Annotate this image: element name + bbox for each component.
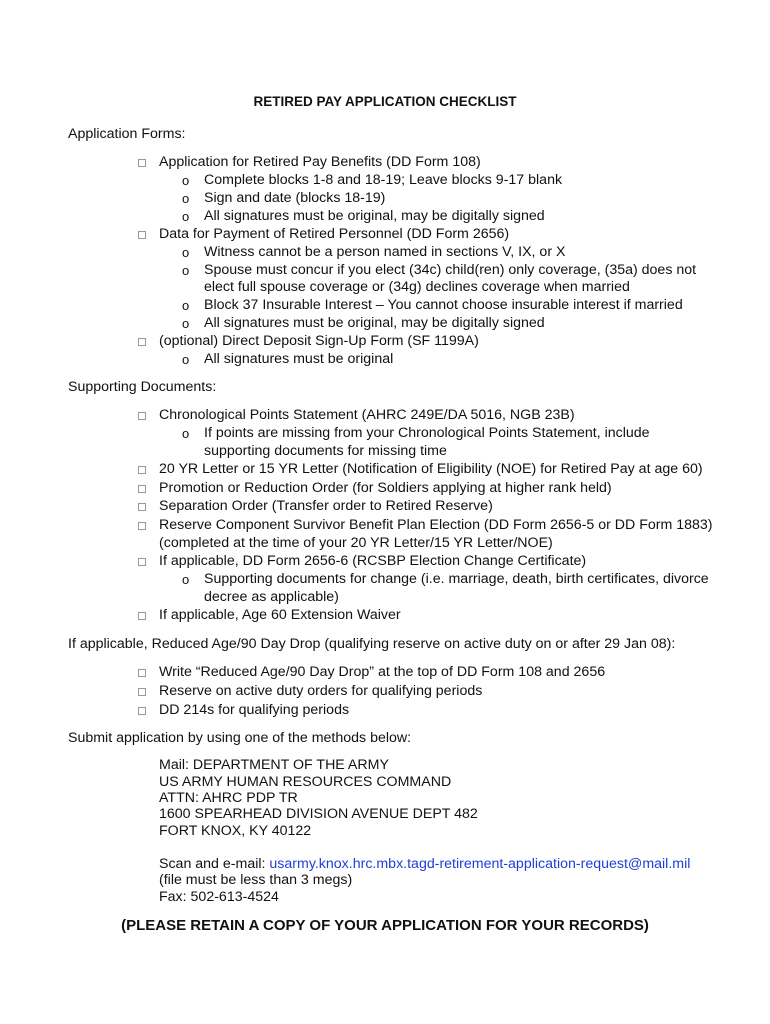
sub-item: All signatures must be original xyxy=(204,351,394,367)
checkbox-icon[interactable] xyxy=(138,338,146,346)
sub-item-continued: supporting documents for missing time xyxy=(204,443,447,459)
checklist-item: 20 YR Letter or 15 YR Letter (Notification of Eligibility (NOE) for Retired Pay at age 60) xyxy=(159,461,703,477)
sub-item: All signatures must be original, may be digitally signed xyxy=(204,208,545,224)
circle-bullet-icon: o xyxy=(182,245,190,260)
checkbox-icon[interactable] xyxy=(138,466,146,474)
checkbox-icon[interactable] xyxy=(138,159,146,167)
checkbox-icon[interactable] xyxy=(138,412,146,420)
checklist-item: Chronological Points Statement (AHRC 249E/DA 5016, NGB 23B) xyxy=(159,407,575,423)
scan-email-label: Scan and e-mail: xyxy=(159,856,270,872)
checkbox-icon[interactable] xyxy=(138,612,146,620)
checkbox-icon[interactable] xyxy=(138,503,146,511)
page-title: RETIRED PAY APPLICATION CHECKLIST xyxy=(253,94,517,109)
circle-bullet-icon: o xyxy=(182,316,190,331)
checkbox-icon[interactable] xyxy=(138,522,146,530)
checkbox-icon[interactable] xyxy=(138,669,146,677)
section-heading-supporting-documents: Supporting Documents: xyxy=(68,379,217,395)
checklist-item: DD 214s for qualifying periods xyxy=(159,702,350,718)
checklist-item: Write “Reduced Age/90 Day Drop” at the top of DD Form 108 and 2656 xyxy=(159,664,606,680)
checklist-item: Data for Payment of Retired Personnel (DD Form 2656) xyxy=(159,226,510,242)
sub-item: Complete blocks 1-8 and 18-19; Leave blocks 9-17 blank xyxy=(204,172,563,188)
checkbox-icon[interactable] xyxy=(138,231,146,239)
checkbox-icon[interactable] xyxy=(138,558,146,566)
sub-item: Block 37 Insurable Interest – You cannot choose insurable interest if married xyxy=(204,297,683,313)
section-heading-reduced-age: If applicable, Reduced Age/90 Day Drop (qualifying reserve on active duty on or after 29 Jan 08): xyxy=(68,636,676,652)
sub-item: Supporting documents for change (i.e. marriage, death, birth certificates, divorce xyxy=(204,571,709,587)
circle-bullet-icon: o xyxy=(182,209,190,224)
sub-item: Spouse must concur if you elect (34c) child(ren) only coverage, (35a) does not xyxy=(204,262,697,278)
circle-bullet-icon: o xyxy=(182,298,190,313)
sub-item-continued: decree as applicable) xyxy=(204,589,339,605)
sub-item: If points are missing from your Chronological Points Statement, include xyxy=(204,425,650,441)
checkbox-icon[interactable] xyxy=(138,688,146,696)
circle-bullet-icon: o xyxy=(182,572,190,587)
sub-item-continued: elect full spouse coverage or (34g) declines coverage when married xyxy=(204,279,630,295)
mail-address-line: 1600 SPEARHEAD DIVISION AVENUE DEPT 482 xyxy=(159,806,478,822)
checklist-item: Reserve Component Survivor Benefit Plan Election (DD Form 2656-5 or DD Form 1883) xyxy=(159,517,713,533)
circle-bullet-icon: o xyxy=(182,191,190,206)
file-size-note: (file must be less than 3 megs) xyxy=(159,872,353,888)
scan-email-line xyxy=(159,856,690,873)
sub-item: Witness cannot be a person named in sections V, IX, or X xyxy=(204,244,566,260)
circle-bullet-icon: o xyxy=(182,173,190,188)
checklist-item-continued: (completed at the time of your 20 YR Letter/15 YR Letter/NOE) xyxy=(159,535,553,551)
checklist-item: Promotion or Reduction Order (for Soldiers applying at higher rank held) xyxy=(159,480,612,496)
fax-number: Fax: 502-613-4524 xyxy=(159,889,279,905)
circle-bullet-icon: o xyxy=(182,352,190,367)
checklist-item: (optional) Direct Deposit Sign-Up Form (SF 1199A) xyxy=(159,333,479,349)
checklist-item: Separation Order (Transfer order to Retired Reserve) xyxy=(159,498,493,514)
checklist-item: Application for Retired Pay Benefits (DD Form 108) xyxy=(159,154,481,170)
checkbox-icon[interactable] xyxy=(138,707,146,715)
mail-address-line: FORT KNOX, KY 40122 xyxy=(159,823,312,839)
section-heading-submit: Submit application by using one of the methods below: xyxy=(68,730,412,746)
checklist-item: If applicable, DD Form 2656-6 (RCSBP Election Change Certificate) xyxy=(159,553,587,569)
email-link[interactable]: usarmy.knox.hrc.mbx.tagd-retirement-application-request@mail.mil xyxy=(269,856,691,872)
circle-bullet-icon: o xyxy=(182,263,190,278)
mail-address-line: ATTN: AHRC PDP TR xyxy=(159,790,298,806)
retain-copy-notice: (PLEASE RETAIN A COPY OF YOUR APPLICATION FOR YOUR RECORDS) xyxy=(121,917,649,934)
checklist-item: If applicable, Age 60 Extension Waiver xyxy=(159,607,401,623)
checkbox-icon[interactable] xyxy=(138,485,146,493)
circle-bullet-icon: o xyxy=(182,426,190,441)
mail-address-line: Mail: DEPARTMENT OF THE ARMY xyxy=(159,757,389,773)
mail-address-line: US ARMY HUMAN RESOURCES COMMAND xyxy=(159,774,452,790)
section-heading-application-forms: Application Forms: xyxy=(68,126,186,142)
sub-item: Sign and date (blocks 18-19) xyxy=(204,190,386,206)
sub-item: All signatures must be original, may be digitally signed xyxy=(204,315,545,331)
checklist-item: Reserve on active duty orders for qualifying periods xyxy=(159,683,483,699)
